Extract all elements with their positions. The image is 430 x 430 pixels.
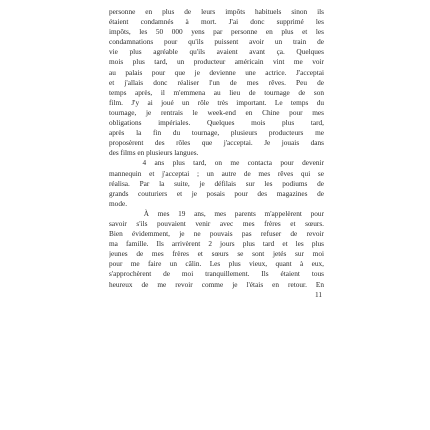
paragraph-3: [109, 209, 324, 290]
paragraph-2: [109, 158, 324, 208]
text-line: réalisa. Par la suite, je défilais sur les podiums de: [109, 178, 324, 188]
text-line: condamnations pour qu'ils puissent avoir un train de: [109, 37, 324, 47]
text-line: après la fin du tournage, plusieurs producteurs me: [109, 128, 324, 138]
text-block: [109, 7, 324, 300]
text-line: au palais pour que je devienne une actrice. J'acceptai: [109, 67, 324, 77]
text-line: vie plus agréable qu'ils avaient avant ça. Quelques: [109, 47, 324, 57]
text-line: mois plus tard, un producteur américain vint me voir: [109, 57, 324, 67]
text-line: des films en plusieurs langues.: [109, 148, 199, 158]
text-line: Bien évidemment, je ne pouvais pas refuser de revoir: [109, 229, 324, 239]
text-line: tournage, je rentrais le week-end en Chine pour mes: [109, 107, 324, 117]
text-line: mode.: [109, 198, 128, 208]
text-line: 4 ans plus tard, on me contacta pour devenir: [109, 158, 324, 168]
text-line: film. J'y ai joué un rôle très important. Le temps du: [109, 97, 324, 107]
text-line: grands couturiers et je posais pour des magazines de: [109, 188, 324, 198]
text-line: À mes 19 ans, mes parents m'appelèrent pour: [109, 208, 324, 218]
text-line: mannequin et j'acceptai ; un autre de mes rêves qui se: [109, 168, 324, 178]
paragraph-1: [109, 7, 324, 158]
text-line: personne en plus de leurs impôts habituels sinon ils: [109, 7, 324, 16]
text-line: heureux de me revoir comme je l'étais en retour. En: [109, 279, 324, 289]
text-line: ma famille. Ils arrivèrent 2 jours plus tard et les plus: [109, 239, 324, 249]
text-line: obligations impériales. Quelques mois plus tard,: [109, 118, 324, 128]
text-line: et j'allais donc réaliser l'un de mes rêves. Peu de: [109, 77, 324, 87]
text-line: s'approchèrent de moi tranquillement. Ils étaient tous: [109, 269, 324, 279]
text-line: impôts, les 50 000 yens par personne en plus et les: [109, 27, 324, 37]
text-line: savoir s'ils pouvaient venir avec mes frères et sœurs.: [109, 218, 324, 228]
text-line: pour me faire un câlin. Les plus vieux, quant à eux,: [109, 259, 324, 269]
text-line: proposèrent des rôles que j'acceptai. Je jouais dans: [109, 138, 324, 148]
text-line: temps après, il m'emmena au lieu de tournage de son: [109, 87, 324, 97]
text-line: étaient condamnés à mort. J'ai donc supprimé les: [109, 17, 324, 27]
page-number: 11: [314, 289, 322, 299]
text-line: jeunes de mes frères et sœurs se sont jetés sur moi: [109, 249, 324, 259]
